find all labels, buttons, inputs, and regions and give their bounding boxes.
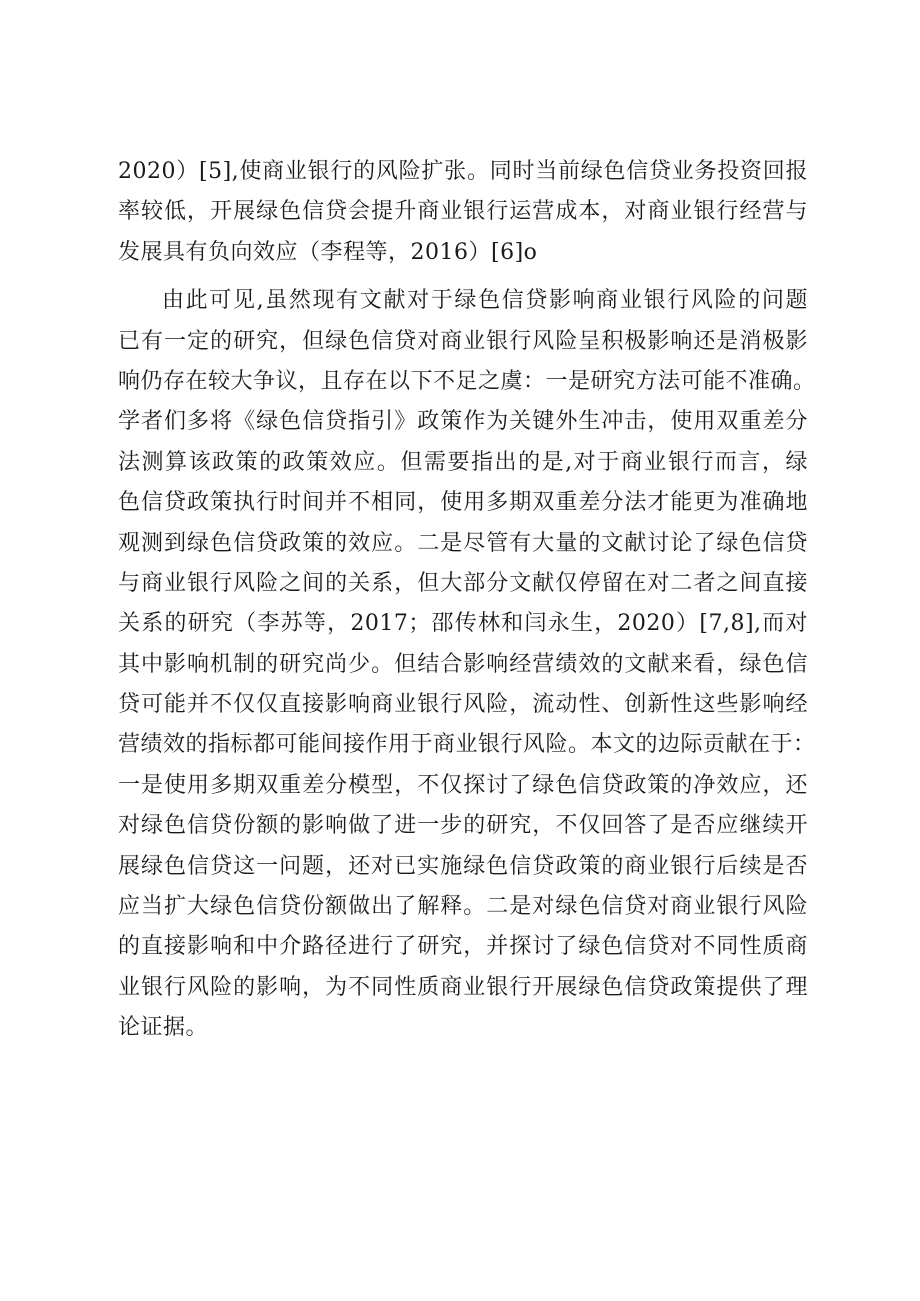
- text-line: 与商业银行风险之间的关系，但大部分文献仅停留在对二者之间直接: [118, 570, 808, 596]
- text-line: 率较低，开展绿色信贷会提升商业银行运营成本，对商业银行经营与: [118, 199, 808, 225]
- text-line: 展绿色信贷这一问题，还对已实施绿色信贷政策的商业银行后续是否: [118, 853, 808, 879]
- text-line: 色信贷政策执行时间并不相同，使用多期双重差分法才能更为准确地: [118, 490, 808, 516]
- text-line: 关系的研究（李苏等，2017；邵传林和闫永生，2020）[7,8],而对: [118, 611, 808, 637]
- text-line: 响仍存在较大争议，且存在以下不足之虞：一是研究方法可能不准确。: [118, 368, 816, 394]
- text-line: 学者们多将《绿色信贷指引》政策作为关键外生冲击，使用双重差分: [118, 409, 808, 435]
- text-line: 的直接影响和中介路径进行了研究，并探讨了绿色信贷对不同性质商: [118, 934, 808, 960]
- text-line: 营绩效的指标都可能间接作用于商业银行风险。本文的边际贡献在于：: [118, 732, 816, 758]
- text-line: 业银行风险的影响，为不同性质商业银行开展绿色信贷政策提供了理: [118, 974, 808, 1000]
- text-line: 贷可能并不仅仅直接影响商业银行风险，流动性、创新性这些影响经: [118, 692, 808, 718]
- paragraph-2: [118, 281, 816, 1048]
- text-line: 论证据。: [118, 1015, 209, 1041]
- text-line: 一是使用多期双重差分模型，不仅探讨了绿色信贷政策的净效应，还: [118, 772, 808, 798]
- text-line: 对绿色信贷份额的影响做了进一步的研究，不仅回答了是否应继续开: [118, 813, 808, 839]
- paragraph-1: [118, 152, 808, 273]
- text-line: 发展具有负向效应（李程等，2016）[6]o: [118, 239, 538, 265]
- text-line: 法测算该政策的政策效应。但需要指出的是,对于商业银行而言，绿: [118, 449, 808, 475]
- body-text: [118, 152, 816, 1049]
- text-line: 2020）[5],使商业银行的风险扩张。同时当前绿色信贷业务投资回报: [118, 159, 808, 184]
- text-line: 应当扩大绿色信贷份额做出了解释。二是对绿色信贷对商业银行风险: [118, 894, 808, 920]
- text-line: 已有一定的研究，但绿色信贷对商业银行风险呈积极影响还是消极影: [118, 328, 808, 354]
- text-line: 其中影响机制的研究尚少。但结合影响经营绩效的文献来看，绿色信: [118, 651, 808, 677]
- paragraph-gap: [118, 273, 808, 281]
- text-line: 观测到绿色信贷政策的效应。二是尽管有大量的文献讨论了绿色信贷: [118, 530, 808, 556]
- text-line: 由此可见,虽然现有文献对于绿色信贷影响商业银行风险的问题: [162, 288, 808, 314]
